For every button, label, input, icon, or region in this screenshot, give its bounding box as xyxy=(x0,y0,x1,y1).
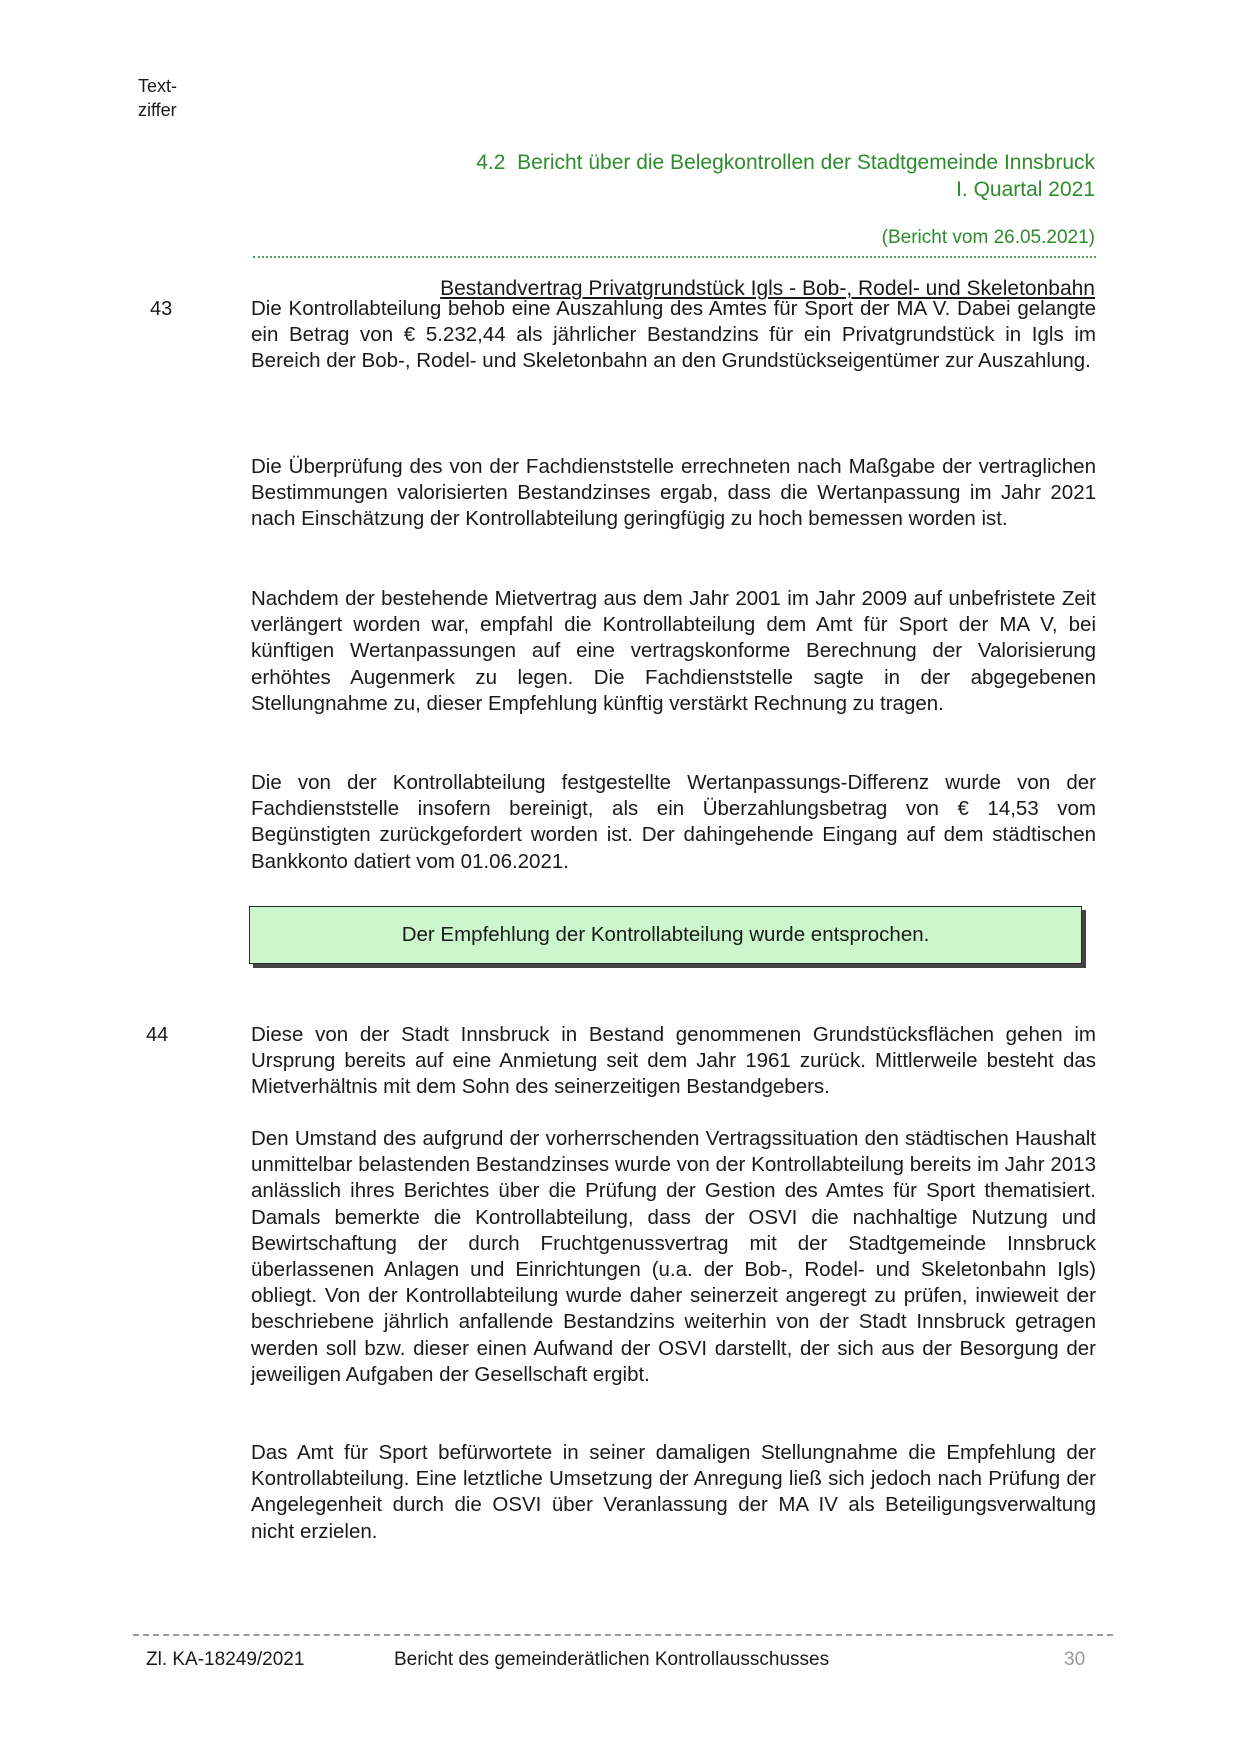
item-number-44: 44 xyxy=(146,1024,169,1046)
margin-label xyxy=(138,74,177,122)
recommendation-box xyxy=(249,906,1082,964)
paragraph-43-3: Nachdem der bestehende Mietvertrag aus dem Jahr 2001 im Jahr 2009 auf unbefristete Zeit verlängert worden war, empfahl die Kontrollabteilung dem Amt für Sport der MA V, bei künftigen Wertanpassungen auf eine vertragskonforme Berechnung der Valorisierung erhöhtes Augenmerk zu legen. Die Fachdienststelle sagte in der abgegebenen Stellungnahme zu, dieser Empfehlung künftig verstärkt Rechnung zu tragen. xyxy=(251,587,1096,715)
paragraph-44-1: Diese von der Stadt Innsbruck in Bestand genommenen Grundstücksflächen gehen im Ursprung bereits auf eine Anmietung seit dem Jahr 1961 zurück. Mittlerweile besteht das Mietverhältnis mit dem Sohn des seinerzeitigen Bestandgebers. xyxy=(251,1023,1096,1099)
paragraph-43-2: Die Überprüfung des von der Fachdienststelle errechneten nach Maßgabe der vertraglichen Bestimmungen valorisierten Bestandzinses ergab, dass die Wertanpassung im Jahr 2021 nach Einschätzung der Kontrollabteilung geringfügig zu hoch bemessen worden ist. xyxy=(251,455,1096,531)
heading-quarter: I. Quartal 2021 xyxy=(956,178,1095,201)
section-heading xyxy=(476,149,1095,203)
item-number-43: 43 xyxy=(150,298,173,320)
footer-reference: Zl. KA-18249/2021 xyxy=(146,1649,305,1670)
report-date: (Bericht vom 26.05.2021) xyxy=(881,227,1095,248)
footer-title: Bericht des gemeinderätlichen Kontrollausschusses xyxy=(394,1649,830,1670)
paragraph-43-1: Die Kontrollabteilung behob eine Auszahlung des Amtes für Sport der MA V. Dabei gelangte ein Betrag von € 5.232,44 als jährlicher Bestandzins für ein Privatgrundstück in Igls im Bereich der Bob-, Rodel- und Skeletonbahn an den Grundstückseigentümer zur Auszahlung. xyxy=(251,297,1096,373)
footer-divider xyxy=(133,1634,1113,1636)
page-number: 30 xyxy=(1064,1649,1086,1670)
margin-label-line1: Text- xyxy=(138,76,178,96)
paragraph-44-3: Das Amt für Sport befürwortete in seiner damaligen Stellungnahme die Empfehlung der Kontrollabteilung. Eine letztliche Umsetzung der Anregung ließ sich jedoch nach Prüfung der Angelegenheit durch die OSVI über Veranlassung der MA IV als Beteiligungsverwaltung nicht erzielen. xyxy=(251,1441,1096,1543)
recommendation-text: Der Empfehlung der Kontrollabteilung wurde entsprochen. xyxy=(401,923,930,946)
heading-divider xyxy=(253,256,1096,258)
paragraph-44-2: Den Umstand des aufgrund der vorherrschenden Vertragssituation den städtischen Haushalt unmittelbar belastenden Bestandzinses wurde von der Kontrollabteilung bereits im Jahr 2013 anlässlich ihres Berichtes über die Prüfung der Gestion des Amtes für Sport thematisiert. Damals bemerkte die Kontrollabteilung, dass der OSVI die nachhaltige Nutzung und Bewirtschaftung der durch Fruchtgenussvertrag mit der Stadtgemeinde Innsbruck überlassenen Anlagen und Einrichtungen (u.a. der Bob-, Rodel- und Skeletonbahn Igls) obliegt. Von der Kontrollabteilung wurde daher seinerzeit angeregt zu prüfen, inwieweit der beschriebene jährlich anfallende Bestandzins weiterhin von der Stadt Innsbruck getragen werden soll bzw. dieser einen Aufwand der OSVI darstellt, der sich aus der Besorgung der jeweiligen Aufgaben der Gesellschaft ergibt. xyxy=(251,1127,1096,1386)
paragraph-43-4: Die von der Kontrollabteilung festgestellte Wertanpassungs-Differenz wurde von der Fachdienststelle insofern bereinigt, als ein Überzahlungsbetrag von € 14,53 vom Begünstigten zurückgefordert worden ist. Der dahingehende Eingang auf dem städtischen Bankkonto datiert vom 01.06.2021. xyxy=(251,771,1096,873)
heading-title: 4.2 Bericht über die Belegkontrollen der Stadtgemeinde Innsbruck xyxy=(476,151,1095,174)
margin-label-line2: ziffer xyxy=(138,100,177,120)
section-subtitle: Bestandvertrag Privatgrundstück Igls - Bob-, Rodel- und Skeletonbahn xyxy=(440,277,1095,300)
